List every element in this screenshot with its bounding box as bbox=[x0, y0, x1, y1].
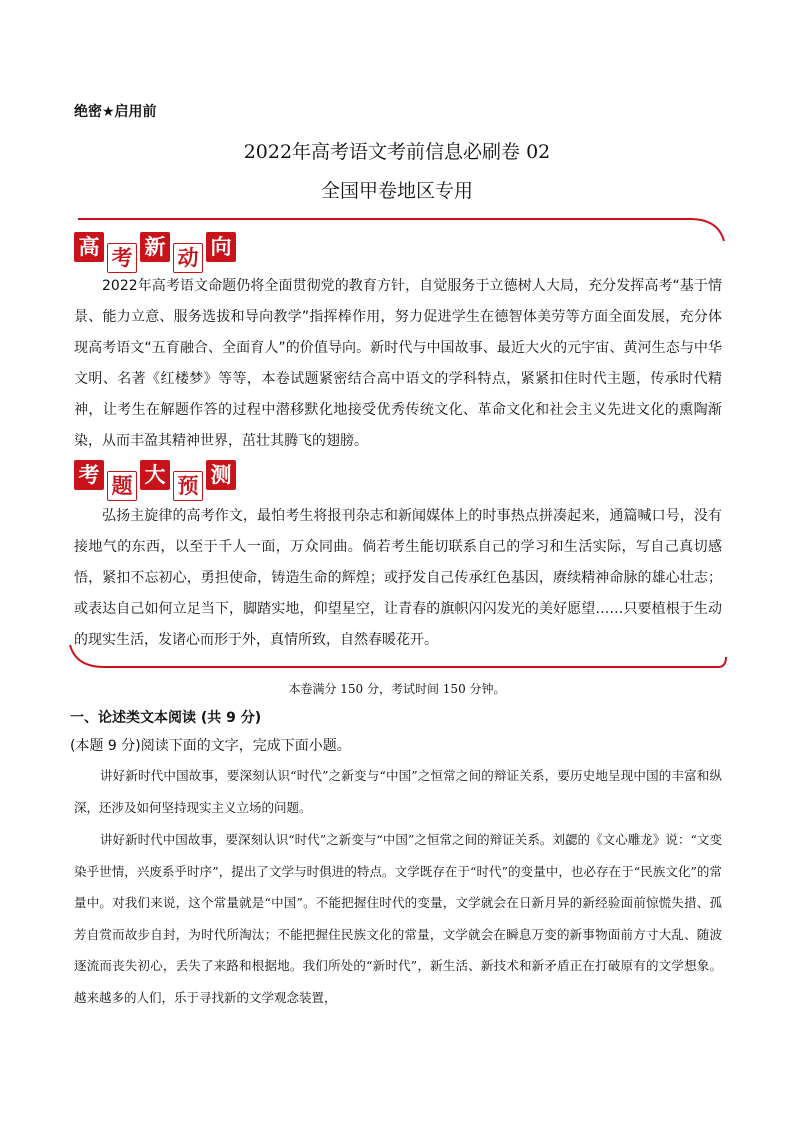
badge-char: 考 bbox=[107, 243, 137, 273]
passage-paragraph-1: 讲好新时代中国故事，要深刻认识“时代”之新变与“中国”之恒常之间的辩证关系，要历史地呈现中国的丰富和纵深，还涉及如何坚持现实主义立场的问题。 bbox=[74, 768, 722, 815]
section-badge-prediction bbox=[74, 463, 236, 501]
confidential-label: 绝密★启用前 bbox=[74, 104, 157, 120]
badge-char: 预 bbox=[173, 471, 203, 501]
page-subtitle: 全国甲卷地区专用 bbox=[320, 180, 473, 202]
exam-note: 本卷满分 150 分，考试时间 150 分钟。 bbox=[288, 682, 506, 696]
badge-char: 考 bbox=[74, 460, 104, 490]
trends-paragraph: 2022年高考语文命题仍将全面贯彻党的教育方针，自觉服务于立德树人大局，充分发挥高考“基于情景、能力立意、服务选拔和导向教学”指挥棒作用，努力促进学生在德智体美劳等方面全面发展，充分体现高考语文“五育融合、全面育人”的价值导向。新时代与中国故事、最近大火的元宇宙、黄河生态与中华文明、名著《红楼梦》等等，本卷试题紧密结合高中语文的学科特点，紧紧扣住时代主题，传承时代精神，让考生在解题作答的过程中潜移默化地接受优秀传统文化、革命文化和社会主义先进文化的熏陶渐染，从而丰盈其精神世界，茁壮其腾飞的翅膀。 bbox=[74, 278, 722, 449]
badge-char: 测 bbox=[206, 460, 236, 490]
badge-char: 向 bbox=[206, 232, 236, 262]
badge-char: 动 bbox=[173, 243, 203, 273]
badge-char: 新 bbox=[140, 232, 170, 262]
badge-char: 高 bbox=[74, 232, 104, 262]
page-title: 2022年高考语文考前信息必刷卷 02 bbox=[243, 141, 551, 163]
badge-char: 题 bbox=[107, 471, 137, 501]
question-instruction: (本题 9 分)阅读下面的文字，完成下面小题。 bbox=[70, 738, 351, 754]
section-heading: 一、论述类文本阅读 (共 9 分) bbox=[70, 710, 262, 726]
section-badge-trends bbox=[74, 235, 236, 273]
badge-char: 大 bbox=[140, 460, 170, 490]
prediction-paragraph: 弘扬主旋律的高考作文，最怕考生将报刊杂志和新闻媒体上的时事热点拼凑起来，通篇喊口号，没有接地气的东西，以至于千人一面，万众同曲。倘若考生能切联系自己的学习和生活实际，写自己真切感悟，紧扣不忘初心，勇担使命，铸造生命的辉煌；或抒发自己传承红色基因，赓续精神命脉的雄心壮志；或表达自己如何立足当下，脚踏实地，仰望星空，让青春的旗帜闪闪发光的美好愿望……只要植根于生动的现实生活，发诸心而形于外，真情所致，自然春暖花开。 bbox=[74, 508, 722, 648]
passage-paragraph-2: 讲好新时代中国故事，要深刻认识“时代”之新变与“中国”之恒常之间的辩证关系。刘勰的《文心雕龙》说：“文变染乎世情，兴废系乎时序”，提出了文学与时俱进的特点。文学既存在于“时代”的变量中，也必存在于“民族文化”的常量中。对我们来说，这个常量就是“中国”。不能把握住时代的变量，文学就会在日新月异的新经验面前惊慌失措、孤芳自赏而故步自封，为时代所淘汰；不能把握住民族文化的常量，文学就会在瞬息万变的新事物面前方寸大乱、随波逐流而丧失初心，丢失了来路和根据地。我们所处的“新时代”，新生活、新技术和新矛盾正在打破原有的文学想象。越来越多的人们，乐于寻找新的文学观念装置， bbox=[74, 832, 722, 1005]
